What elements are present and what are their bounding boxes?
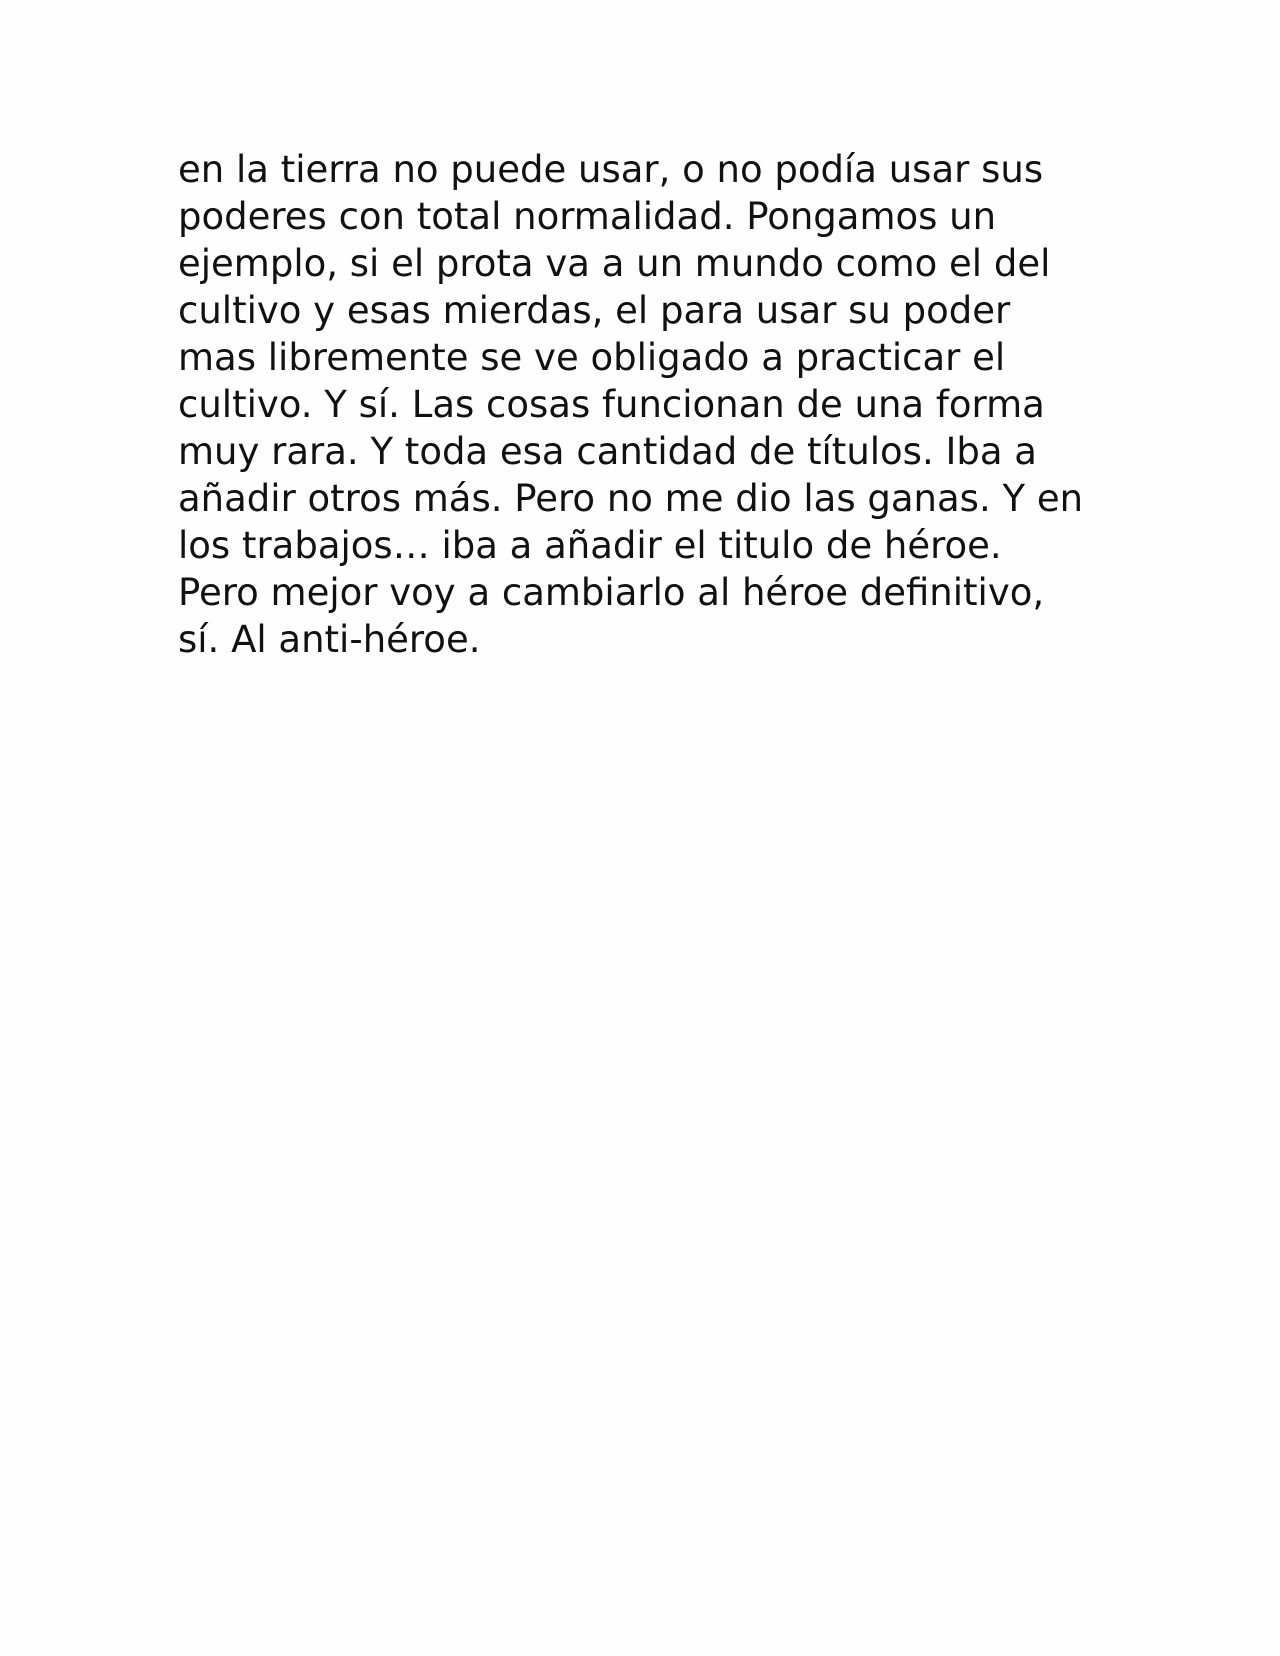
text-line: los trabajos… iba a añadir el titulo de héroe. (178, 524, 1002, 567)
text-line: poderes con total normalidad. Pongamos un (178, 195, 997, 238)
text-line: en la tierra no puede usar, o no podía usar sus (178, 148, 1044, 191)
text-line: añadir otros más. Pero no me dio las ganas. Y en (178, 477, 1084, 520)
text-line: cultivo y esas mierdas, el para usar su poder (178, 289, 1011, 332)
text-line: Pero mejor voy a cambiarlo al héroe definitivo, (178, 571, 1045, 614)
text-line: sí. Al anti-héroe. (178, 618, 481, 661)
body-paragraph (178, 146, 1118, 663)
text-line: cultivo. Y sí. Las cosas funcionan de una forma (178, 383, 1045, 426)
text-line: mas libremente se ve obligado a practicar el (178, 336, 1006, 379)
text-line: ejemplo, si el prota va a un mundo como el del (178, 242, 1051, 285)
text-line: muy rara. Y toda esa cantidad de títulos. Iba a (178, 430, 1037, 473)
